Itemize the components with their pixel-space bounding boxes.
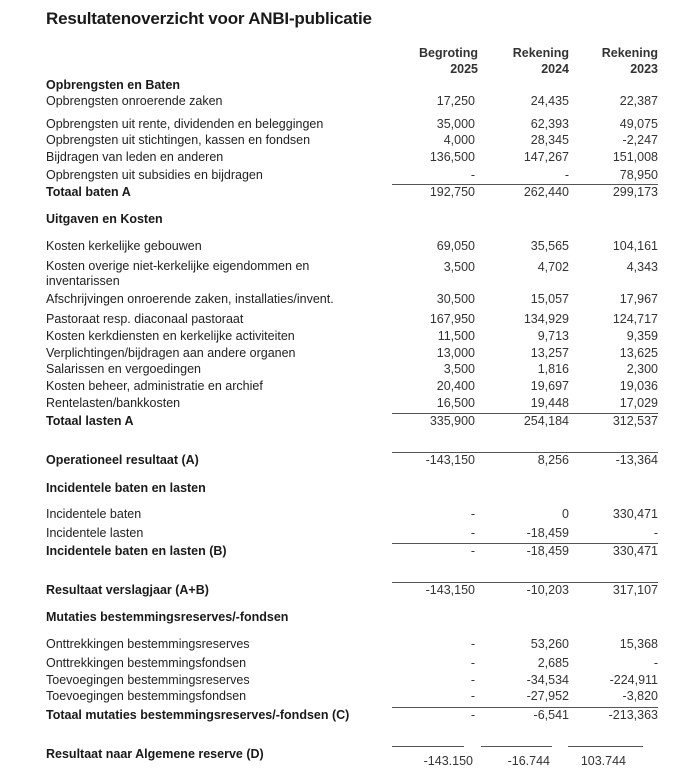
value-2024: 19,697 xyxy=(530,379,569,393)
value-2025: - xyxy=(470,168,475,182)
column-header-rekening-2024 xyxy=(479,45,569,77)
row-label: Toevoegingen bestemmingsreserves xyxy=(46,673,250,687)
value-2025: - xyxy=(470,526,475,540)
value-2025: 17,250 xyxy=(436,94,475,108)
total-row-algemene-reserve-values xyxy=(0,753,686,769)
column-header-line1: Rekening xyxy=(601,46,658,60)
row-label: Rentelasten/bankkosten xyxy=(46,396,181,410)
value-2025: 13,000 xyxy=(436,346,475,360)
table-row xyxy=(0,636,686,652)
value-2023: 19,036 xyxy=(619,379,658,393)
value-2023: 299,173 xyxy=(612,185,658,199)
value-2024: -6,541 xyxy=(533,708,569,722)
row-label: Opbrengsten uit subsidies en bijdragen xyxy=(46,168,263,182)
value-2024: 4,702 xyxy=(537,260,569,274)
total-row-operationeel xyxy=(0,452,686,468)
value-2023: 15,368 xyxy=(619,637,658,651)
row-label: Kosten kerkdiensten en kerkelijke activiteiten xyxy=(46,329,295,343)
table-row xyxy=(0,259,686,291)
value-2025: 20,400 xyxy=(436,379,475,393)
value-2024: -10,203 xyxy=(526,583,569,597)
value-2024: 134,929 xyxy=(523,312,569,326)
value-2023: 22,387 xyxy=(619,94,658,108)
row-label: Opbrengsten onroerende zaken xyxy=(46,94,223,108)
row-label: Resultaat verslagjaar (A+B) xyxy=(46,583,209,597)
value-2023: -13,364 xyxy=(615,453,658,467)
value-2024: 28,345 xyxy=(530,133,569,147)
value-2023: 124,717 xyxy=(612,312,658,326)
value-2024: 147,267 xyxy=(523,150,569,164)
value-2023: - xyxy=(653,656,658,670)
page-title: Resultatenoverzicht voor ANBI-publicatie xyxy=(46,9,372,28)
value-2023: 17,029 xyxy=(619,396,658,410)
value-2025: 136,500 xyxy=(429,150,475,164)
row-label: Toevoegingen bestemmingsfondsen xyxy=(46,689,247,703)
value-2023: 317,107 xyxy=(612,583,658,597)
value-2024: 0 xyxy=(562,507,569,521)
value-2024: -18,459 xyxy=(526,544,569,558)
value-2024: 9,713 xyxy=(537,329,569,343)
row-label: Incidentele baten en lasten xyxy=(46,481,206,495)
total-row-incidenteel xyxy=(0,543,686,559)
table-row xyxy=(0,328,686,344)
row-label: Onttrekkingen bestemmingsreserves xyxy=(46,637,250,651)
value-2023: 312,537 xyxy=(612,414,658,428)
value-2023: 17,967 xyxy=(619,292,658,306)
value-2023: -2,247 xyxy=(622,133,658,147)
row-label: Pastoraat resp. diaconaal pastoraat xyxy=(46,312,244,326)
total-row-baten xyxy=(0,184,686,200)
value-2024: -18,459 xyxy=(526,526,569,540)
section-header-opbrengsten xyxy=(0,77,686,93)
value-2025: - xyxy=(470,689,475,703)
row-label: Kosten overige niet-kerkelijke eigendommen en inventarissen xyxy=(46,259,310,288)
column-header-line2: 2023 xyxy=(630,62,658,76)
table-row xyxy=(0,291,686,307)
value-2023: 151,008 xyxy=(612,150,658,164)
value-2025: - xyxy=(470,708,475,722)
value-2023: 13,625 xyxy=(619,346,658,360)
row-label: Kosten beheer, administratie en archief xyxy=(46,379,263,393)
value-2024: 1,816 xyxy=(537,362,569,376)
table-row xyxy=(0,311,686,327)
row-label: Opbrengsten uit rente, dividenden en beleggingen xyxy=(46,117,324,131)
value-2024: -34,534 xyxy=(526,673,569,687)
table-row xyxy=(0,688,686,704)
row-label: Afschrijvingen onroerende zaken, installaties/invent. xyxy=(46,292,334,306)
table-row xyxy=(0,238,686,254)
value-2025: 3,500 xyxy=(443,260,475,274)
value-2024: 35,565 xyxy=(530,239,569,253)
row-label: Resultaat naar Algemene reserve (D) xyxy=(46,747,264,761)
value-2025: 35,000 xyxy=(436,117,475,131)
value-2024: 15,057 xyxy=(530,292,569,306)
table-row xyxy=(0,149,686,165)
table-row xyxy=(0,132,686,148)
row-label: Opbrengsten uit stichtingen, kassen en fondsen xyxy=(46,133,311,147)
row-label: Bijdragen van leden en anderen xyxy=(46,150,224,164)
value-2025: 11,500 xyxy=(437,329,475,343)
section-header-mutaties xyxy=(0,609,686,625)
value-2025: -143.150 xyxy=(423,754,473,768)
value-2025: 335,900 xyxy=(429,414,475,428)
row-label: Kosten kerkelijke gebouwen xyxy=(46,239,202,253)
value-2025: -143,150 xyxy=(425,583,475,597)
row-label: Totaal mutaties bestemmingsreserves/-fondsen (C) xyxy=(46,708,350,722)
total-row-mutaties xyxy=(0,707,686,723)
value-2023: 49,075 xyxy=(619,117,658,131)
value-2024: - xyxy=(564,168,569,182)
value-2023: 330,471 xyxy=(612,507,658,521)
value-2025: 69,050 xyxy=(436,239,475,253)
column-header-line2: 2024 xyxy=(541,62,569,76)
value-2024: 13,257 xyxy=(530,346,569,360)
value-2025: 192,750 xyxy=(429,185,475,199)
row-label: Opbrengsten en Baten xyxy=(46,78,181,92)
row-label: Incidentele baten en lasten (B) xyxy=(46,544,227,558)
row-label: Verplichtingen/bijdragen aan andere organen xyxy=(46,346,296,360)
table-row xyxy=(0,525,686,541)
table-row xyxy=(0,345,686,361)
value-2024: 262,440 xyxy=(523,185,569,199)
value-2025: - xyxy=(470,637,475,651)
value-2025: - xyxy=(470,507,475,521)
section-header-uitgaven xyxy=(0,211,686,227)
value-2025: 30,500 xyxy=(436,292,475,306)
row-label: Incidentele lasten xyxy=(46,526,144,540)
value-2025: - xyxy=(470,656,475,670)
value-2023: 2,300 xyxy=(626,362,658,376)
value-2025: -143,150 xyxy=(425,453,475,467)
value-2024: 53,260 xyxy=(530,637,569,651)
value-2024: 62,393 xyxy=(530,117,569,131)
value-2025: - xyxy=(470,673,475,687)
table-row xyxy=(0,655,686,671)
value-2025: 167,950 xyxy=(429,312,475,326)
total-row-resultaat-verslagjaar xyxy=(0,582,686,598)
row-label: Uitgaven en Kosten xyxy=(46,212,163,226)
total-row-lasten xyxy=(0,413,686,429)
column-header-line1: Begroting xyxy=(418,46,478,60)
row-label: Mutaties bestemmingsreserves/-fondsen xyxy=(46,610,289,624)
table-row xyxy=(0,116,686,132)
value-2025: 16,500 xyxy=(436,396,475,410)
value-2025: 3,500 xyxy=(443,362,475,376)
section-header-incidenteel xyxy=(0,480,686,496)
value-2024: 8,256 xyxy=(537,453,569,467)
value-2023: -213,363 xyxy=(608,708,658,722)
row-label: Totaal lasten A xyxy=(46,414,134,428)
table-row xyxy=(0,378,686,394)
value-2023: 103.744 xyxy=(580,754,626,768)
value-2023: -224,911 xyxy=(609,673,658,687)
row-label: Incidentele baten xyxy=(46,507,142,521)
table-row xyxy=(0,672,686,688)
value-2024: -16.744 xyxy=(507,754,550,768)
value-2025: - xyxy=(470,544,475,558)
value-2024: 19,448 xyxy=(530,396,569,410)
row-label: Salarissen en vergoedingen xyxy=(46,362,201,376)
value-2023: 78,950 xyxy=(619,168,658,182)
row-label: Onttrekkingen bestemmingsfondsen xyxy=(46,656,247,670)
value-2024: 2,685 xyxy=(537,656,569,670)
value-2023: - xyxy=(653,526,658,540)
table-row xyxy=(0,395,686,411)
value-2023: 4,343 xyxy=(626,260,658,274)
column-header-rekening-2023 xyxy=(568,45,658,77)
row-label: Operationeel resultaat (A) xyxy=(46,453,199,467)
table-row xyxy=(0,167,686,183)
column-header-begroting-2025 xyxy=(388,45,478,77)
value-2023: 104,161 xyxy=(612,239,658,253)
row-label: Totaal baten A xyxy=(46,185,131,199)
value-2024: -27,952 xyxy=(526,689,569,703)
table-row xyxy=(0,93,686,109)
value-2024: 24,435 xyxy=(530,94,569,108)
table-row xyxy=(0,361,686,377)
value-2023: 9,359 xyxy=(626,329,658,343)
column-header-line1: Rekening xyxy=(512,46,569,60)
value-2023: 330,471 xyxy=(612,544,658,558)
value-2025: 4,000 xyxy=(443,133,475,147)
column-header-line2: 2025 xyxy=(450,62,478,76)
table-row xyxy=(0,506,686,522)
value-2024: 254,184 xyxy=(523,414,569,428)
value-2023: -3,820 xyxy=(622,689,658,703)
